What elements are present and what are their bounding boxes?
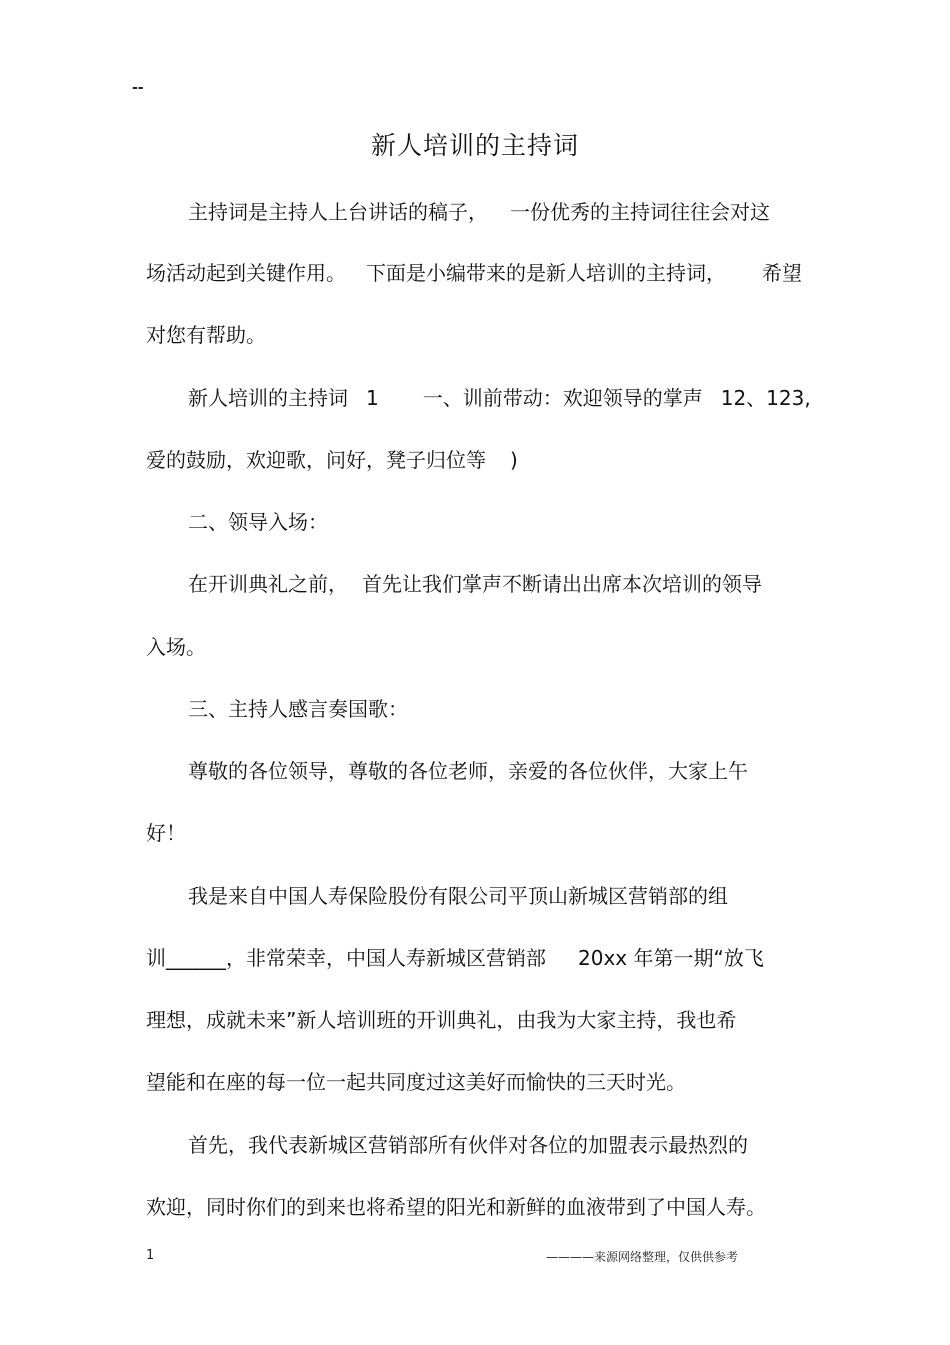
- text-segment: 希望: [762, 261, 802, 285]
- paragraph-line: [146, 321, 266, 349]
- text-segment: 主持词是主持人上台讲话的稿子，: [188, 200, 488, 224]
- text-segment: 欢迎，同时你们的到来也将希望的阳光和新鲜的血液带到了中国人寿。: [146, 1195, 766, 1219]
- text-segment: 三、主持人感言奏国歌：: [188, 697, 408, 721]
- text-segment: 对您有帮助。: [146, 323, 266, 347]
- paragraph-line: [188, 198, 770, 226]
- text-segment: 新人培训的主持词: [188, 386, 348, 410]
- text-segment: 12、123,: [720, 386, 811, 410]
- section-heading: [188, 508, 328, 536]
- text-segment: 在开训典礼之前，: [188, 572, 348, 596]
- text-segment: ): [510, 448, 518, 472]
- paragraph-line: [146, 944, 764, 972]
- text-segment: 下面是小编带来的是新人培训的主持词，: [366, 261, 726, 285]
- text-segment: 一份优秀的主持词往往会对这: [510, 200, 770, 224]
- text-segment: 一、训前带动：欢迎领导的掌声: [422, 386, 703, 410]
- paragraph-line: [146, 1193, 766, 1221]
- text-segment: 二、领导入场：: [188, 510, 328, 534]
- paragraph-line: [188, 384, 811, 412]
- paragraph-line: [146, 446, 518, 474]
- text-segment: 入场。: [146, 635, 206, 659]
- page-title: 新人培训的主持词: [370, 131, 579, 160]
- paragraph-line: [146, 633, 206, 661]
- corner-mark: --: [132, 80, 144, 96]
- text-segment: 爱的鼓励，欢迎歌，问好，凳子归位等: [146, 448, 486, 472]
- text-segment: 20xx 年第一期“放飞: [578, 946, 764, 970]
- paragraph-line: [146, 1068, 686, 1096]
- section-heading: [188, 695, 408, 723]
- text-segment: 尊敬的各位领导，尊敬的各位老师，亲爱的各位伙伴，大家上午: [188, 759, 748, 783]
- text-segment: 理想，成就未来”新人培训班的开训典礼，由我为大家主持，我也希: [146, 1008, 737, 1032]
- text-segment: 训______，非常荣幸，中国人寿新城区营销部: [146, 946, 546, 970]
- paragraph-line: [188, 882, 728, 910]
- paragraph-line: [188, 570, 762, 598]
- text-segment: 好！: [146, 821, 186, 845]
- text-segment: 首先，我代表新城区营销部所有伙伴对各位的加盟表示最热烈的: [188, 1133, 748, 1157]
- page-number: 1: [146, 1248, 155, 1263]
- text-segment: 首先让我们掌声不断请出出席本次培训的领导: [362, 572, 762, 596]
- text-segment: 我是来自中国人寿保险股份有限公司平顶山新城区营销部的组: [188, 884, 728, 908]
- footer-note: ————来源网络整理，仅供供参考: [546, 1250, 739, 1264]
- paragraph-line: [188, 757, 748, 785]
- paragraph-line: [146, 259, 802, 287]
- paragraph-line: [146, 819, 186, 847]
- paragraph-line: [146, 1006, 736, 1034]
- paragraph-line: [188, 1131, 748, 1159]
- text-segment: 场活动起到关键作用。: [146, 261, 346, 285]
- text-segment: 1: [366, 386, 379, 410]
- text-segment: 望能和在座的每一位一起共同度过这美好而愉快的三天时光。: [146, 1070, 686, 1094]
